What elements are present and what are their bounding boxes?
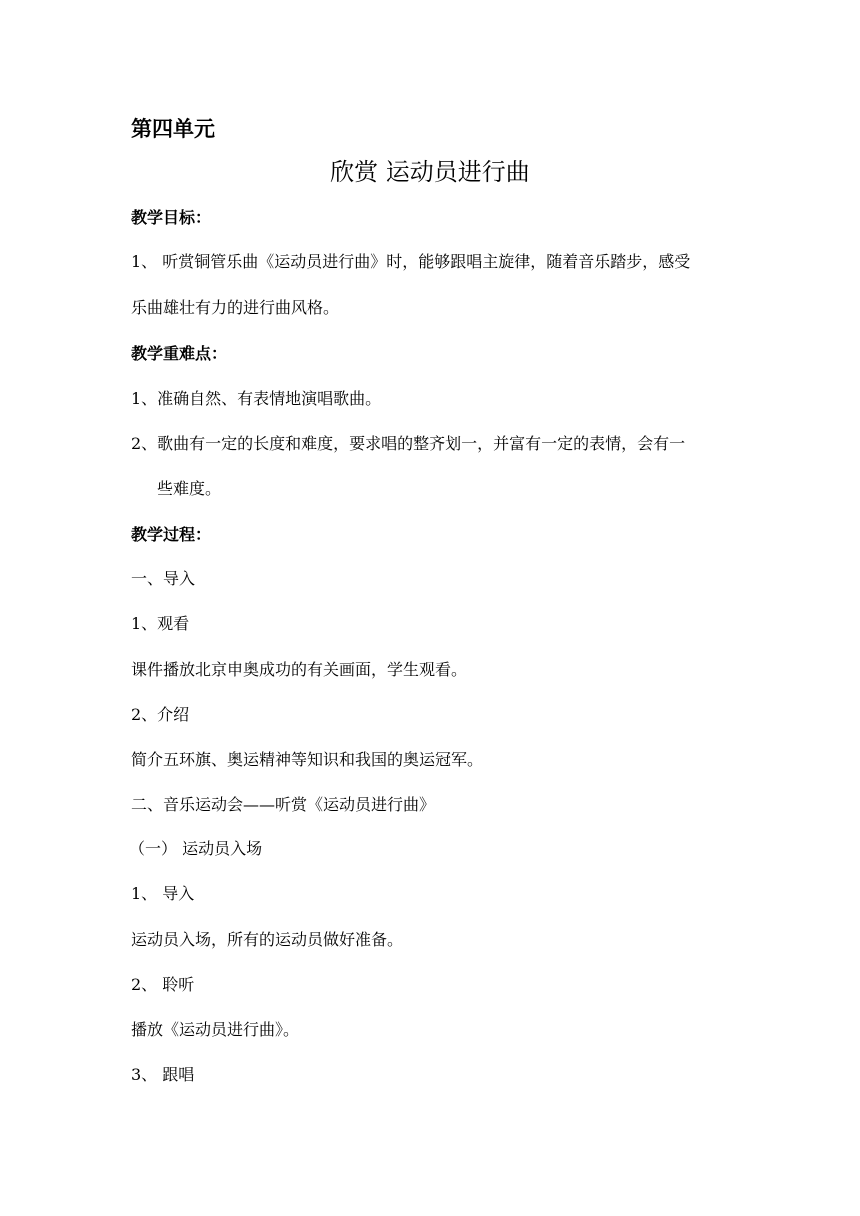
- goal-1-line-1: 1、 听赏铜管乐曲《运动员进行曲》时，能够跟唱主旋律，随着音乐踏步，感受: [131, 252, 691, 271]
- key-point-2-line-2: 些难度。: [157, 479, 222, 498]
- step-2-2-heading: 2、 聆听: [131, 975, 195, 994]
- step-2-1-heading: 1、 导入: [131, 884, 195, 903]
- step-1-2-heading: 2、介绍: [131, 705, 190, 724]
- key-points-heading: 教学重难点：: [131, 344, 228, 363]
- goals-heading: 教学目标：: [131, 208, 212, 227]
- goal-1-line-2: 乐曲雄壮有力的进行曲风格。: [131, 298, 340, 317]
- process-heading: 教学过程：: [131, 525, 212, 544]
- section-1-heading: 一、导入: [131, 569, 196, 588]
- step-1-1-text: 课件播放北京申奥成功的有关画面，学生观看。: [131, 660, 468, 679]
- step-2-2-text: 播放《运动员进行曲》。: [131, 1020, 300, 1039]
- unit-heading: 第四单元: [131, 117, 215, 141]
- step-2-3-heading: 3、 跟唱: [131, 1065, 195, 1084]
- step-2-1-text: 运动员入场，所有的运动员做好准备。: [131, 930, 404, 949]
- step-1-2-text: 简介五环旗、奥运精神等知识和我国的奥运冠军。: [131, 750, 484, 769]
- key-point-2-line-1: 2、歌曲有一定的长度和难度，要求唱的整齐划一，并富有一定的表情，会有一: [131, 434, 686, 453]
- section-2-heading: 二、音乐运动会——听赏《运动员进行曲》: [131, 795, 436, 814]
- lesson-title: 欣赏 运动员进行曲: [330, 158, 530, 186]
- step-1-1-heading: 1、观看: [131, 614, 190, 633]
- key-point-1: 1、准确自然、有表情地演唱歌曲。: [131, 389, 382, 408]
- subsection-1-heading: （一） 运动员入场: [129, 839, 263, 858]
